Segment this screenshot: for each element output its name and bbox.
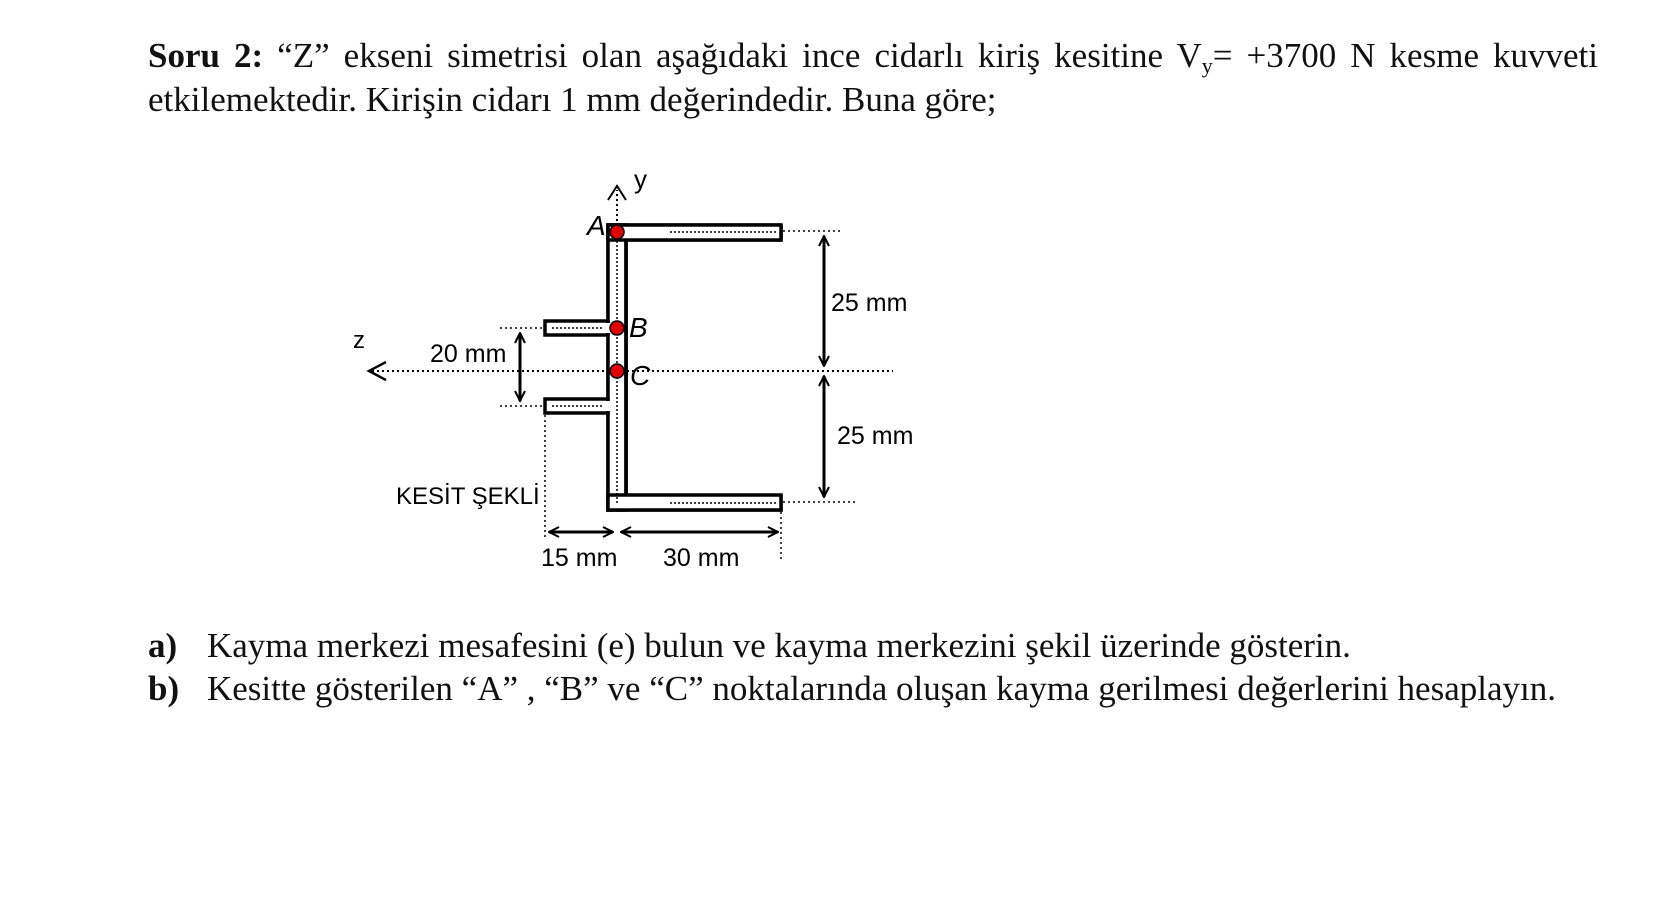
point-b-marker [610,321,624,335]
task-b-text: Kesitte gösterilen “A” , “B” ve “C” noktalarında oluşan kayma gerilmesi değerlerini hesaplayın. [207,669,1556,708]
shear-force-subscript: y [1201,53,1213,78]
dim-20-label: 20 mm [430,340,507,368]
point-a-marker [610,225,624,239]
task-b [148,667,1598,710]
question-body-end: = +3700 N kesme kuvveti etkilemektedir. Kirişin cidarı 1 mm değerindedir. Buna göre; [148,36,1598,119]
question-label: Soru 2: [148,36,264,75]
dim-15-label: 15 mm [541,544,618,572]
section-shape-label: KESİT ŞEKLİ [396,483,540,510]
z-axis-label: z [353,327,365,354]
task-a-label: a) [148,626,178,665]
dim-25-top-label: 25 mm [831,289,908,317]
wall-centerlines [552,232,776,503]
point-c-marker [610,364,624,378]
y-axis-label: y [634,164,647,194]
question-body-start: “Z” ekseni simetrisi olan aşağıdaki ince cidarlı kiriş kesitine V [263,36,1202,75]
task-a [148,624,1598,667]
point-b-label: B [629,312,648,343]
stub-web-joint-bottom [604,401,612,411]
point-c-label: C [630,360,651,391]
y-axis-arrowhead [608,186,626,200]
task-list [148,624,1598,710]
task-b-label: b) [148,669,180,708]
dim-30-label: 30 mm [663,544,740,572]
point-a-label: A [587,210,606,241]
task-a-text: Kayma merkezi mesafesini (e) bulun ve kayma merkezini şekil üzerinde gösterin. [207,626,1351,665]
dim-25-bottom-label: 25 mm [837,422,914,450]
